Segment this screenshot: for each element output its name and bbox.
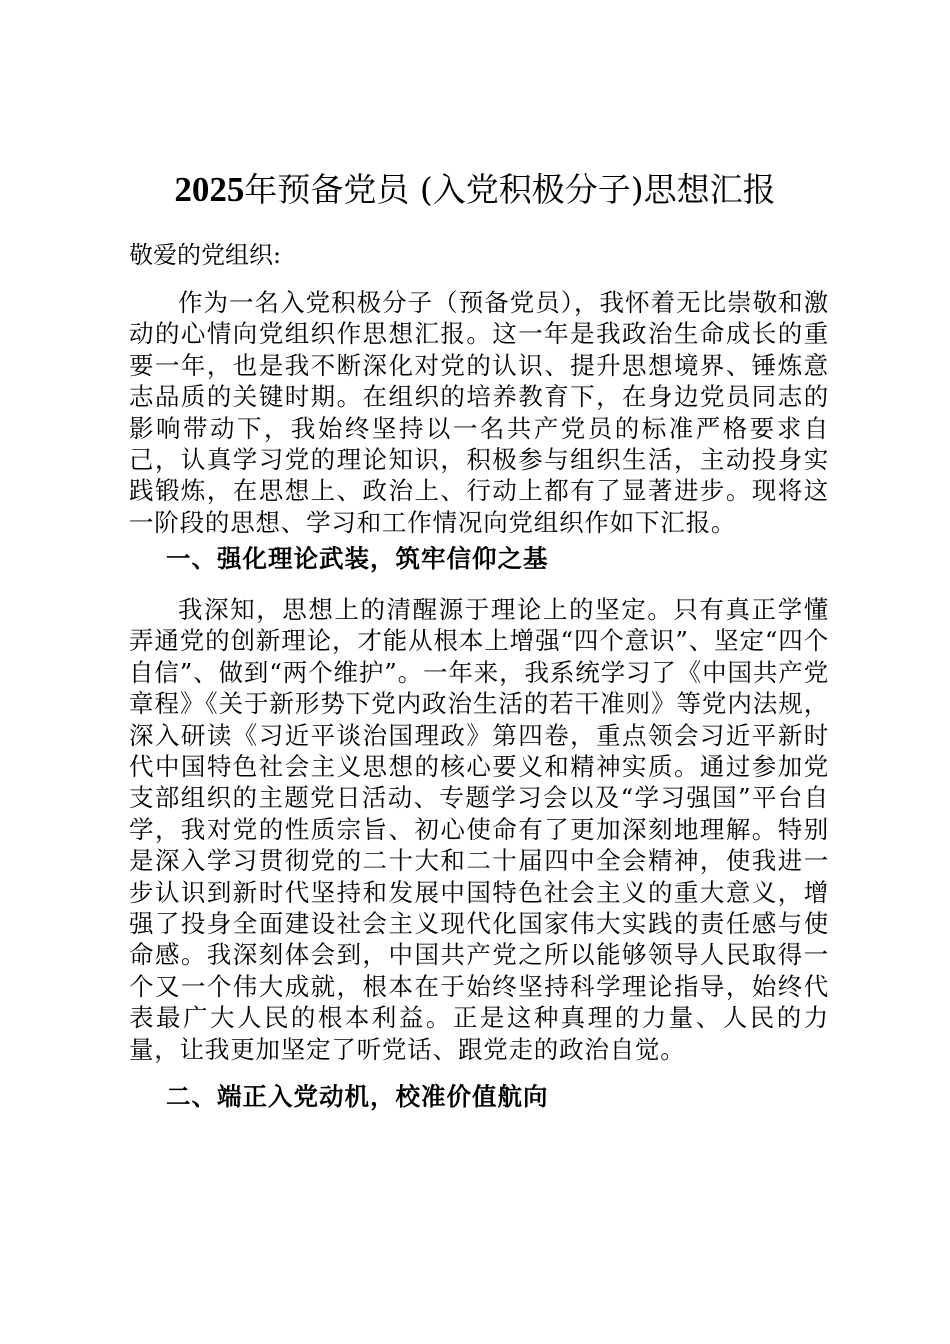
section-heading-2: 二、端正入党动机，校准价值航向 bbox=[166, 1082, 549, 1111]
section-heading-1: 一、强化理论武装，筑牢信仰之基 bbox=[166, 544, 549, 573]
paragraph-section-1: 我深知，思想上的清醒源于理论上的坚定。只有真正学懂弄通党的创新理论，才能从根本上增强“四个意识”、坚定“四个自信”、做到“两个维护”。一年来，我系统学习了《中国共产党章程》《关于新形势下党内政治生活的若干准则》等党内法规，深入研读《习近平谈治国理政》第四卷，重点领会习近平新时代中国特色社会主义思想的核心要义和精神实质。通过参加党支部组织的主题党日活动、专题学习会以及“学习强国”平台自学，我对党的性质宗旨、初心使命有了更加深刻地理解。特别是深入学习贯彻党的二十大和二十届四中全会精神，使我进一步认识到新时代坚持和发展中国特色社会主义的重大意义，增强了投身全面建设社会主义现代化国家伟大实践的责任感与使命感。我深刻体会到，中国共产党之所以能够领导人民取得一个又一个伟大成就，根本在于始终坚持科学理论指导，始终代表最广大人民的根本利益。正是这种真理的力量、人民的力量，让我更加坚定了听党话、跟党走的政治自觉。 bbox=[129, 595, 829, 1064]
title-text: 年预备党员 (入党积极分子)思想汇报 bbox=[244, 170, 776, 209]
salutation: 敬爱的党组织: bbox=[129, 241, 282, 269]
paragraph-intro: 作为一名入党积极分子（预备党员），我怀着无比崇敬和激动的心情向党组织作思想汇报。这一年是我政治生命成长的重要一年，也是我不断深化对党的认识、提升思想境界、锤炼意志品质的关键时期。在组织的培养教育下，在身边党员同志的影响带动下，我始终坚持以一名共产党员的标准严格要求自己，认真学习党的理论知识，积极参与组织生活，主动投身实践锻炼，在思想上、政治上、行动上都有了显著进步。现将这一阶段的思想、学习和工作情况向党组织作如下汇报。 bbox=[129, 288, 829, 537]
title-year: 2025 bbox=[174, 170, 245, 209]
document-title bbox=[0, 168, 950, 212]
